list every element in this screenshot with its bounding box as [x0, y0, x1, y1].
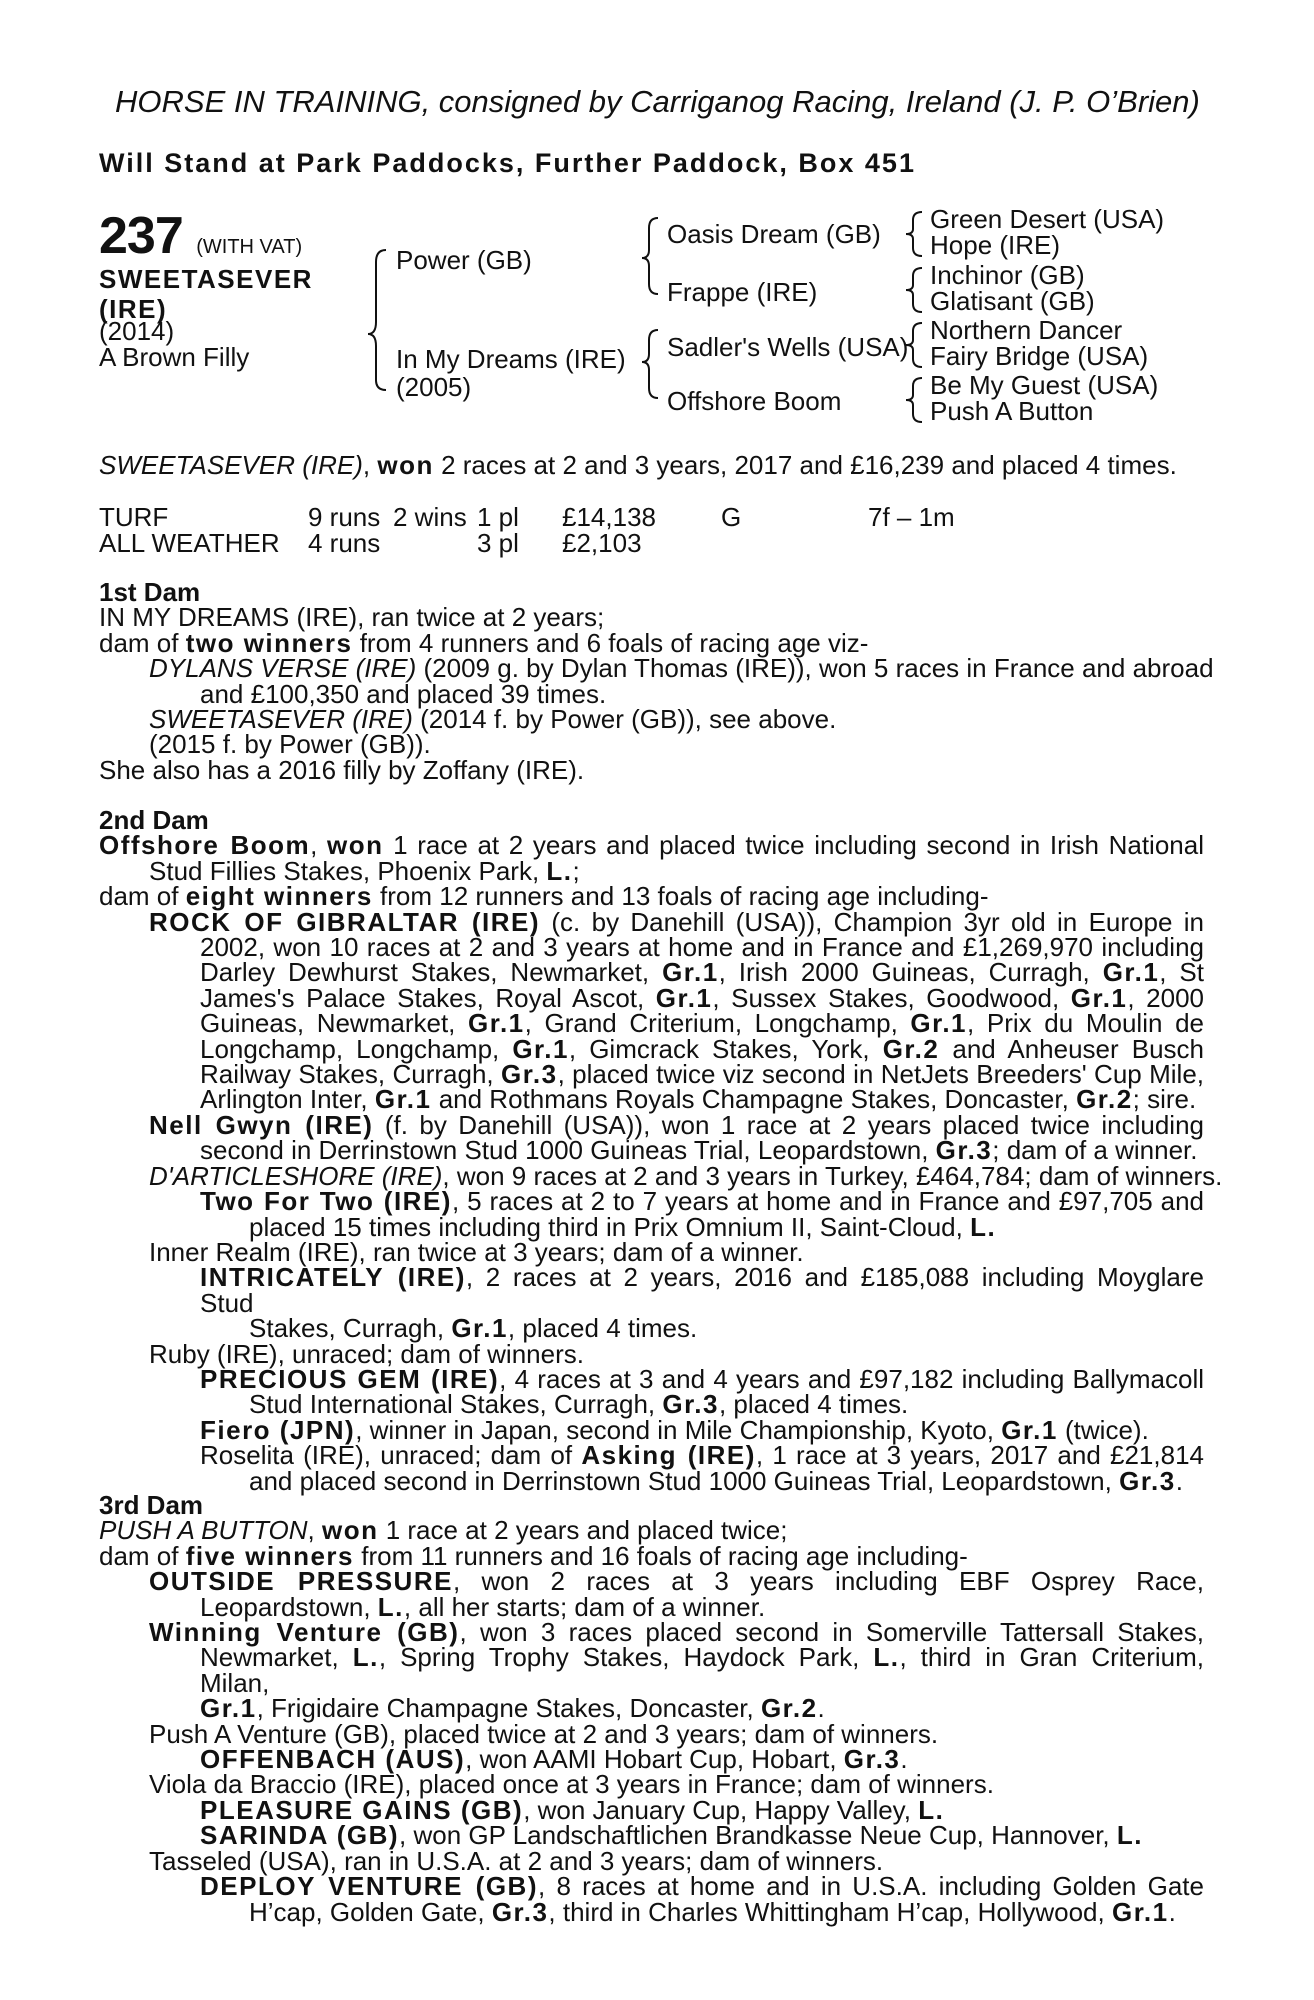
stand-location: Will Stand at Park Paddocks, Further Paddock, Box 451 [99, 148, 916, 178]
aw-label: ALL WEATHER [99, 528, 280, 558]
sire-sire: Oasis Dream (GB) [667, 219, 881, 249]
turf-going: G [721, 502, 742, 532]
vat-label: (WITH VAT) [196, 236, 303, 258]
birth-year: (2014) [99, 316, 175, 346]
turf-label: TURF [99, 502, 169, 532]
lot-number: 237 [99, 207, 183, 265]
aw-runs: 4 runs [308, 528, 381, 558]
turf-earnings: £14,138 [562, 502, 656, 532]
section-heading: 1st Dam [99, 577, 201, 607]
horse-name: SWEETASEVER (IRE) [99, 264, 313, 324]
second-dam-section: 2nd Dam Offshore Boom, won 1 race at 2 years and placed twice including second in Irish National Stud Fillies Stakes, Phoenix Park, L.; dam of eight winners from 12 runners and 13 foals of racing age including- ROCK OF GIBRALTAR (IRE) (c. by Danehill (USA)), Champion 3yr old in Europe in 2002, won 10 races at 2 and 3 years at home and in France and £1,269,970 including Darley Dewhurst Stakes, Newmarket, Gr.1, Irish 2000 Guineas, Curragh, Gr.1, St James's Palace Stakes, Royal Ascot, Gr.1, Sussex Stakes, Goodwood, Gr.1, 2000 Guineas, Newmarket, Gr.1, Grand Criterium, Longchamp, Gr.1, Prix du Moulin de Longchamp, Longchamp, Gr.1, Gimcrack Stakes, York, Gr.2 and Anheuser Busch Railway Stakes, Curragh, Gr.3, placed twice viz second in NetJets Breeders' Cup Mile, Arlington Inter, Gr.1 and Rothmans Royals Champagne Stakes, Doncaster, Gr.2; sire. Nell Gwyn (IRE) (f. by Danehill (USA)), won 1 race at 2 years placed twice including second in Derrinstown Stud 1000 Guineas Trial, Leopardstown, Gr.3; dam of a winner. D'ARTICLESHORE (IRE), won 9 races at 2 and 3 years in Turkey, £464,784; dam of winners. Two For Two (IRE), 5 races at 2 to 7 years at home and in France and £97,705 and placed 15 times including third in Prix Omnium II, Saint-Cloud, L. Inner Realm (IRE), ran twice at 3 years; dam of a winner. INTRICATELY (IRE), 2 races at 2 years, 2016 and £185,088 including Moyglare Stud Stakes, Curragh, Gr.1, placed 4 times. Ruby (IRE), unraced; dam of winners. PRECIOUS GEM (IRE), 4 races at 3 and 4 years and £97,182 including Ballymacoll Stud International Stakes, Curragh, Gr.3, placed 4 times. Fiero (JPN), winner in Japan, second in Mile Championship, Kyoto, Gr.1 (twice). Roselita (IRE), unraced; dam of Asking (IRE), 1 race at 3 years, 2017 and £21,814 and placed second in Derrinstown Stud 1000 Guineas Trial, Leopardstown, Gr.3. [99, 805, 1223, 1496]
dam-dam: Offshore Boom [667, 386, 842, 416]
grandparents-3: Northern Dancer Fairy Bridge (USA) [930, 315, 1149, 371]
first-dam-section: 1st Dam IN MY DREAMS (IRE), ran twice at 2 years; dam of two winners from 4 runners and 6 foals of racing age viz- DYLANS VERSE (IRE) (2009 g. by Dylan Thomas (IRE)), won 5 races in France and abroad and £100,350 and placed 39 times. SWEETASEVER (IRE) (2014 f. by Power (GB)), see above. (2015 f. by Power (GB)). She also has a 2016 filly by Zoffany (IRE). [99, 577, 1214, 785]
sire: Power (GB) [396, 245, 532, 275]
catalogue-header: HORSE IN TRAINING, consigned by Carriganog Racing, Ireland (J. P. O’Brien) [115, 84, 1200, 119]
dam-sire: Sadler's Wells (USA) [667, 332, 909, 362]
aw-placed: 3 pl [477, 528, 519, 558]
sire-dam: Frappe (IRE) [667, 277, 818, 307]
race-summary: SWEETASEVER (IRE), won 2 races at 2 and 3 years, 2017 and £16,239 and placed 4 times. [99, 450, 1177, 480]
dam-year: (2005) [396, 372, 472, 402]
section-heading: 3rd Dam [99, 1490, 204, 1520]
dam: In My Dreams (IRE) [396, 344, 626, 374]
turf-wins: 2 wins [393, 502, 467, 532]
grandparents-4: Be My Guest (USA) Push A Button [930, 370, 1159, 426]
turf-placed: 1 pl [477, 502, 519, 532]
horse-description: A Brown Filly [99, 342, 250, 372]
section-heading: 2nd Dam [99, 805, 209, 835]
turf-distance: 7f – 1m [868, 502, 955, 532]
third-dam-section: 3rd Dam PUSH A BUTTON, won 1 race at 2 years and placed twice; dam of five winners from 11 runners and 16 foals of racing age including- OUTSIDE PRESSURE, won 2 races at 3 years including EBF Osprey Race, Leopardstown, L., all her starts; dam of a winner. Winning Venture (GB), won 3 races placed second in Somerville Tattersall Stakes, Newmarket, L., Spring Trophy Stakes, Haydock Park, L., third in Gran Criterium, Milan, Gr.1, Frigidaire Champagne Stakes, Doncaster, Gr.2. Push A Venture (GB), placed twice at 2 and 3 years; dam of winners. OFFENBACH (AUS), won AAMI Hobart Cup, Hobart, Gr.3. Viola da Braccio (IRE), placed once at 3 years in France; dam of winners. PLEASURE GAINS (GB), won January Cup, Happy Valley, L. SARINDA (GB), won GP Landschaftlichen Brandkasse Neue Cup, Hannover, L. Tasseled (USA), ran in U.S.A. at 2 and 3 years; dam of winners. DEPLOY VENTURE (GB), 8 races at home and in U.S.A. including Golden Gate H’cap, Golden Gate, Gr.3, third in Charles Whittingham H’cap, Hollywood, Gr.1. [99, 1490, 1205, 1927]
grandparents-2: Inchinor (GB) Glatisant (GB) [930, 260, 1095, 316]
grandparents-1: Green Desert (USA) Hope (IRE) [930, 204, 1165, 260]
aw-earnings: £2,103 [562, 528, 642, 558]
turf-runs: 9 runs [308, 502, 381, 532]
